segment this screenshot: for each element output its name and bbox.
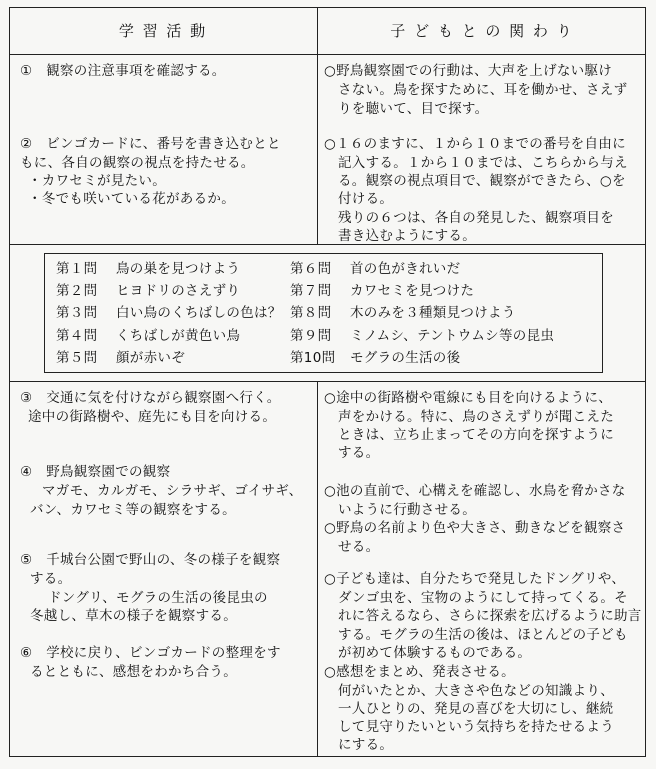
left-line: ③ 交通に気を付けながら観察園へ行く。 [20,390,281,406]
left-line: ドングリ、モグラの生活の後昆虫の [48,590,268,606]
right-line: さない。鳥を探すために、耳を働かせ、さえず [338,82,628,98]
right-line: ダンゴ虫を、宝物のようにして持ってくる。そ [338,590,628,606]
bingo-q2-text: ヒヨドリのさえずり [116,283,241,299]
right-line: 書き込むようにする。 [338,228,476,244]
lower-section-divider [9,381,646,382]
bingo-q7-label: 第７問 [290,283,332,299]
right-line: ○感想をまとめ、発表させる。 [324,664,515,680]
bingo-q2-label: 第２問 [56,283,98,299]
right-line: りを聴いて、目で探す。 [338,101,489,117]
right-line: して見守りたいという気持ちを持たせるよう [338,719,614,735]
left-line: 途中の街路樹や、庭先にも目を向ける。 [28,409,277,425]
right-line: ときは、立ち止まってその方向を探すように [338,427,614,443]
bingo-q8-text: 木のみを３種類見つけよう [350,305,516,321]
bingo-q5-label: 第５問 [56,350,98,366]
bingo-q4-label: 第４問 [56,328,98,344]
left-line: ・冬でも咲いている花があるか。 [28,191,235,207]
right-line: 付ける。 [338,191,394,207]
right-line: が初めて体験するものである。 [338,645,532,661]
left-line: する。 [30,571,72,587]
bingo-q6-label: 第６問 [290,261,332,277]
right-line: いように行動させる。 [338,502,476,518]
bingo-q7-text: カワセミを見つけた [350,283,475,299]
left-line: ④ 野鳥観察園での観察 [20,464,171,480]
bingo-q3-text: 白い鳥のくちばしの色は？ [116,305,282,321]
header-learning-activities: 学 習 活 動 [118,22,208,40]
right-line: ○池の直前で、心構えを確認し、水鳥を脅かさな [324,483,626,499]
header-divider [9,54,646,55]
bingo-q6-text: 首の色がきれいだ [350,261,461,277]
left-line: ・カワセミが見たい。 [28,173,166,189]
right-line: 何がいたとか、大きさや色などの知識より、 [338,683,614,699]
left-line: もに、各自の観察の視点を持たせる。 [20,155,255,171]
right-line: する。モグラの生活の後は、ほとんどの子ども [338,627,628,643]
bingo-q9-text: ミノムシ、テントウムシ等の昆虫 [350,328,555,344]
bingo-q10-text: モグラの生活の後 [350,350,461,366]
column-divider-bottom [317,381,318,757]
bingo-q4-text: くちばしが黄色い鳥 [116,328,241,344]
left-line: ① 観察の注意事項を確認する。 [20,63,226,79]
right-line: せる。 [338,539,380,555]
left-line: 冬越し、草木の様子を観察する。 [30,608,237,624]
right-line: ○１６のますに、１から１０までの番号を自由に [324,136,626,152]
right-line: にする。 [338,737,394,753]
left-line: ⑥ 学校に戻り、ビンゴカードの整理をす [20,645,281,661]
right-line: 残りの６つは、各自の発見した、観察項目を [338,210,614,226]
left-line: ⑤ 千城台公園で野山の、冬の様子を観察 [20,552,281,568]
left-line: バン、カワセミ等の観察をする。 [30,502,236,518]
left-line: ② ビンゴカードに、番号を書き込むとと [20,136,281,152]
right-line: ○途中の街路樹や電線にも目を向けるように、 [324,390,613,406]
bingo-q10-label: 第10問 [290,350,336,366]
bingo-q9-label: 第９問 [290,328,332,344]
upper-section-divider [9,244,646,245]
bingo-q1-label: 第１問 [56,261,98,277]
header-child-interaction: 子 ど も と の 関 わ り [390,22,574,40]
right-line: 記入する。１から１０までは、こちらから与え [338,155,628,171]
right-line: ○野鳥観察園での行動は、大声を上げない駆け [324,63,613,79]
right-line: 一人ひとりの、発見の喜びを大切にし、継続 [338,701,614,717]
right-line: れに答えるなら、さらに探索を広げるように助言 [338,608,642,624]
bingo-q3-label: 第３問 [56,305,98,321]
right-line: る。観察の視点項目で、観察ができたら、○を [338,173,626,189]
right-line: 声をかける。特に、鳥のさえずりが聞こえた [338,409,614,425]
left-line: るとともに、感想をわかち合う。 [30,664,237,680]
bingo-q5-text: 顔が赤いぞ [116,350,185,366]
left-line: マガモ、カルガモ、シラサギ、ゴイサギ、 [42,483,303,499]
right-line: ○野鳥の名前より色や大きさ、動きなどを観察さ [324,520,626,536]
right-line: ○子ども達は、自分たちで発見したドングリや、 [324,571,626,587]
bingo-q1-text: 鳥の巣を見つけよう [116,261,241,277]
right-line: する。 [338,445,380,461]
bingo-q8-label: 第８問 [290,305,332,321]
